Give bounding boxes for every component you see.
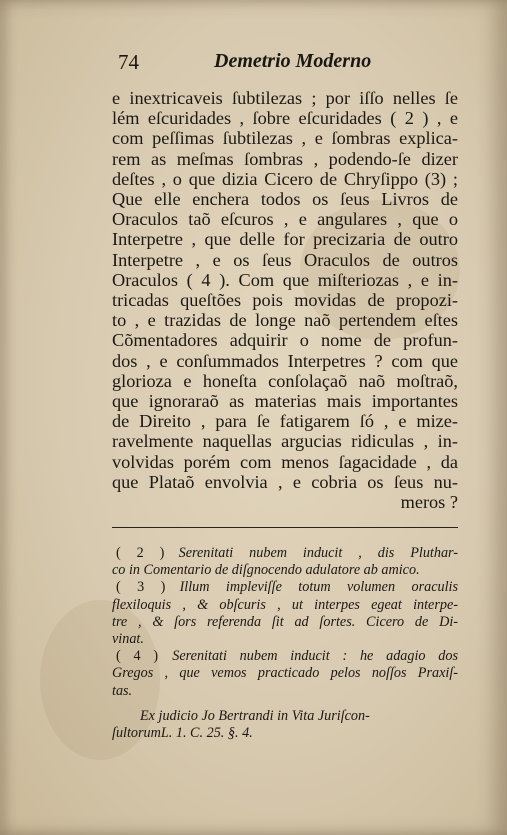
text-line: tricadas queſtões pois movidas de propozi- [112, 290, 458, 311]
text-line: deſtes , o que dizia Cicero de Chryſippo (3) ; [112, 168, 458, 189]
footnote-line [112, 665, 458, 682]
text-line: de Direito , para ſe fatigarem ſó , e mize- [112, 411, 458, 432]
text-line: Que elle enchera todos os ſeus Livros de [112, 189, 458, 210]
text-line: Oraculos taõ eſcuros , e angulares , que o [112, 209, 458, 230]
footnotes [112, 545, 458, 742]
text-line: e inextricaveis ſubtilezas ; por iſſo nelles ſe [112, 88, 458, 108]
footnote [112, 545, 458, 579]
footnote-text: Serenitati nubem inducit , dis Pluthar- [178, 545, 458, 561]
text-line: rem as meſmas ſombras , podendo-ſe dizer [112, 148, 458, 169]
text-line: que ignoraraõ as materias mais importantes [112, 391, 458, 412]
footnote-text: flexiloquis , & obſcuris , ut interpes egeat interpe- [112, 596, 458, 613]
footnote [112, 648, 458, 700]
text-line: dos , e conſummados Interpetres ? com que [112, 350, 458, 371]
footnote-line [112, 562, 458, 579]
text-line: ravelmente naquellas argucias ridiculas , in- [112, 431, 458, 452]
footnote-citation [112, 708, 458, 742]
citation-line: ſultorumL. 1. C. 25. §. 4. [112, 725, 253, 742]
text-line: Oraculos ( 4 ). Com que miſteriozas , e in- [112, 269, 458, 290]
footnote-marker: ( 3 ) [116, 579, 166, 596]
footnote-text: tre , & ſors referenda ſit ad ſortes. Cicero de Di- [112, 613, 458, 630]
footnote-line [112, 545, 458, 562]
text-line: glorioza e honeſta conſolaçaõ naõ moſtraõ, [112, 370, 458, 391]
footnote-line [112, 579, 458, 596]
text-line: com peſſimas ſubtilezas , e ſombras explica- [112, 128, 458, 149]
footnote-text: Illum impleviſſe totum volumen oraculis [179, 579, 458, 596]
citation-line: Ex judicio Jo Bertrandi in Vita Juriſcon- [140, 707, 370, 724]
footnote-rule [112, 527, 458, 528]
footnote-marker: ( 2 ) [116, 545, 165, 561]
footnote-line [112, 597, 458, 614]
footnote [112, 579, 458, 648]
footnote-line [112, 648, 458, 665]
text-line: Interpetre , e os ſeus Oraculos de outros [112, 249, 458, 270]
page-number: 74 [118, 50, 139, 74]
text-line: volvidas porém com menos ſagacidade , da [112, 451, 458, 472]
main-text [112, 88, 458, 512]
footnote-text: Gregos , que vemos practicado pelos noſſos Praxiſ- [112, 665, 458, 682]
text-line: Cõmentadores adquirir o nome de profun- [112, 330, 458, 351]
footnote-line [112, 631, 458, 648]
footnote-text: Serenitati nubem inducit : he adagio dos [172, 648, 458, 665]
text-line: to , e trazidas de longe naõ pertendem eſtes [112, 310, 458, 331]
footnote-text: tas. [112, 682, 133, 699]
footnote-line [112, 683, 458, 700]
text-line: que Plataõ envolvia , e cobria os ſeus nu- [112, 471, 458, 492]
footnote-marker: ( 4 ) [116, 648, 159, 665]
running-title: Demetrio Moderno [214, 50, 372, 72]
text-line: meros ? [400, 492, 458, 513]
footnote-line [112, 614, 458, 631]
footnote-text: vinat. [112, 631, 144, 648]
text-line: Interpetre , que delle for precizaria de outro [112, 229, 458, 250]
text-line: lém eſcuridades , ſobre eſcuridades ( 2 ) , e [112, 108, 458, 129]
footnote-text: co in Comentario de diſgnocendo adulatore ab amico. [112, 562, 420, 579]
